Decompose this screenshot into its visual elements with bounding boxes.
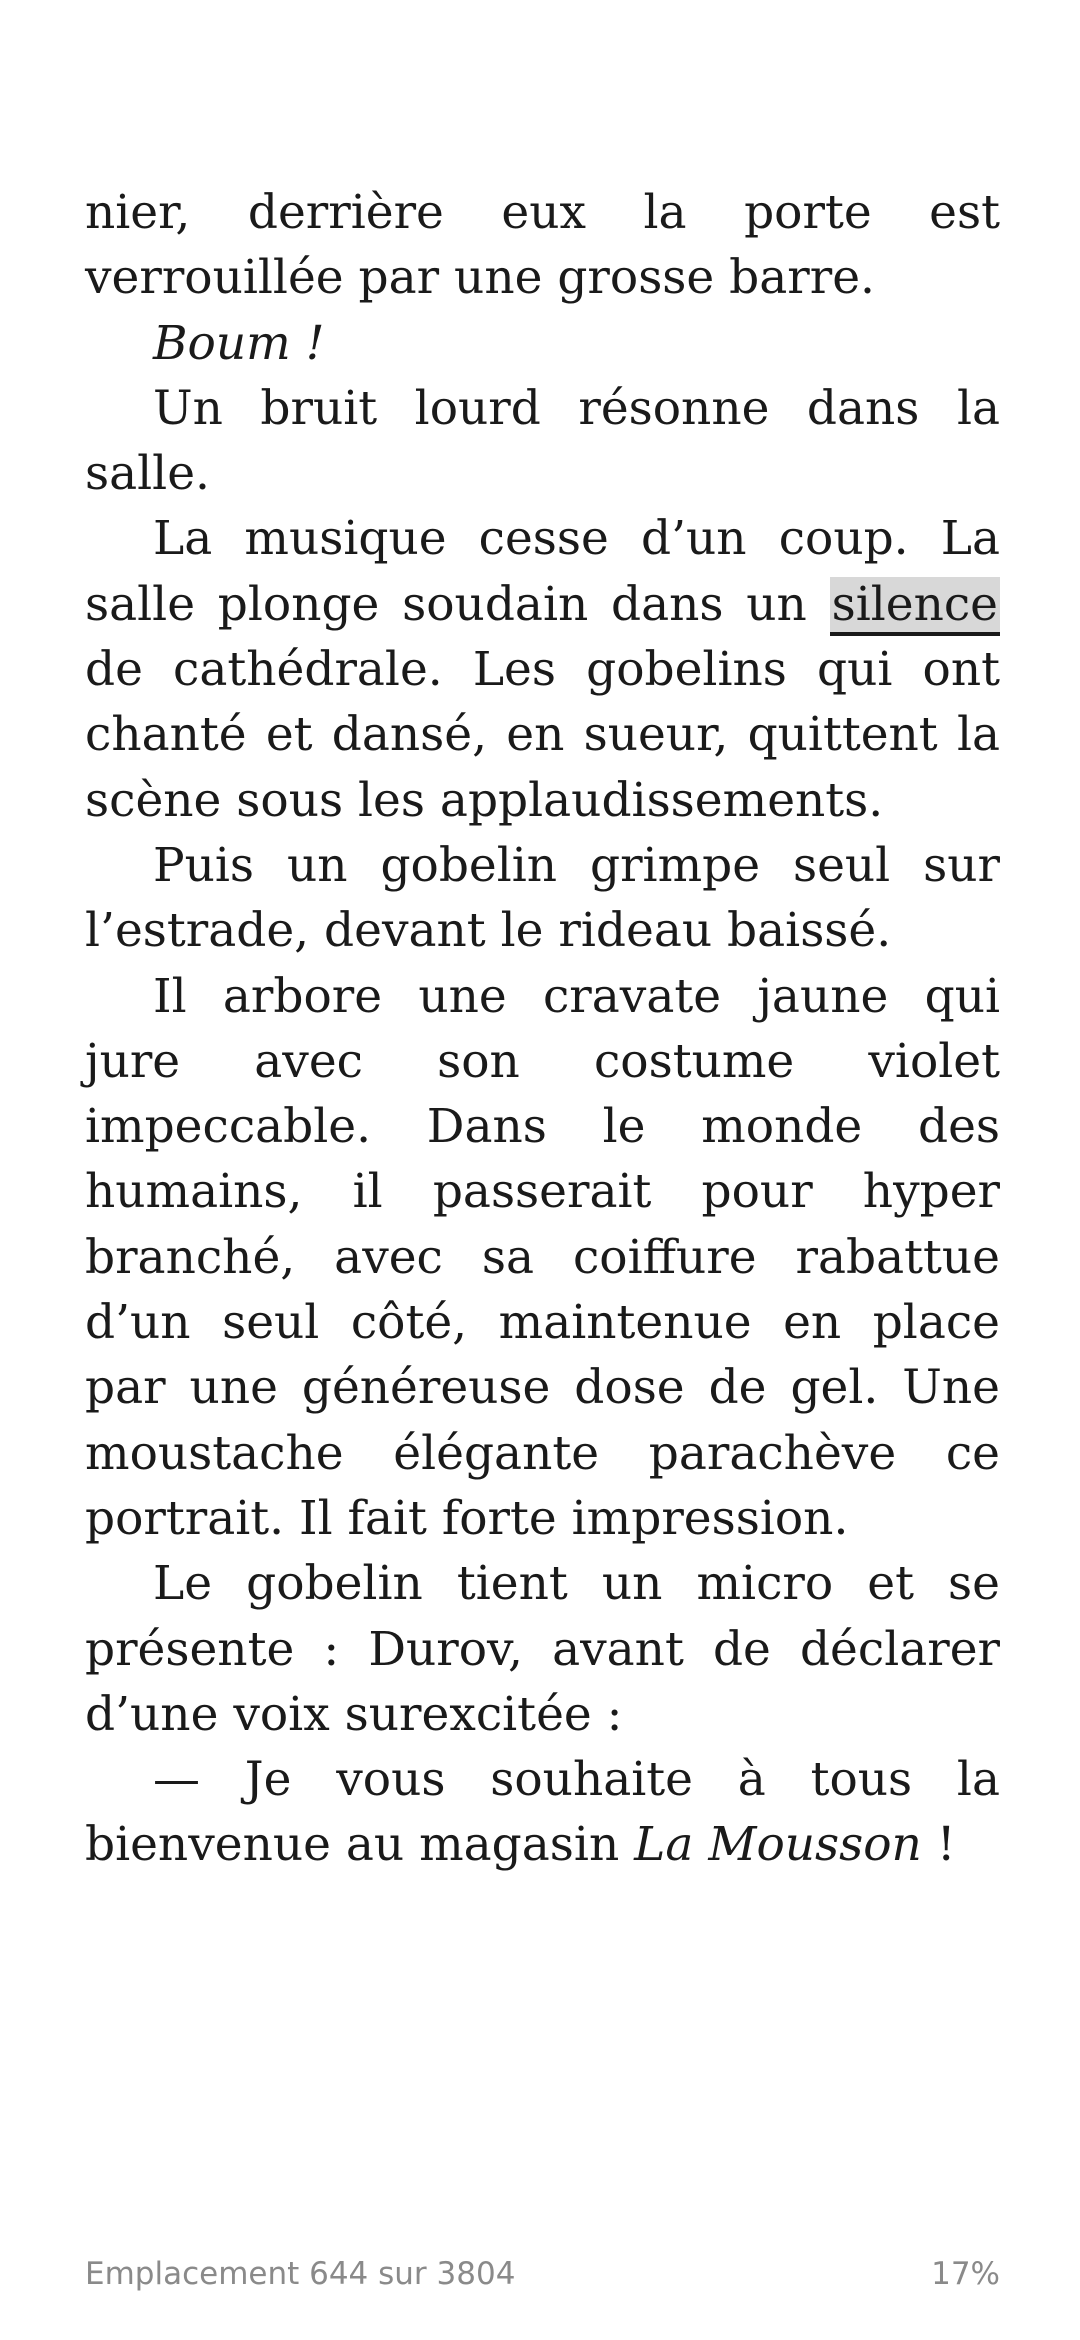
paragraph-dialogue (85, 1747, 1000, 1878)
text-span: ! (921, 1817, 956, 1873)
text-span: de cathédrale. Les gobelins qui ont chanté et dansé, en sueur, quittent la scène sous les applaudissements. (85, 642, 1000, 828)
highlighted-word[interactable]: silence (830, 577, 1000, 636)
reading-footer (85, 2254, 1000, 2294)
location-indicator[interactable]: Emplacement 644 sur 3804 (85, 2256, 516, 2292)
text-span: — Je vous souhaite à tous la bienvenue au magasin (85, 1752, 1000, 1873)
paragraph: Un bruit lourd résonne dans la salle. (85, 380, 1000, 502)
paragraph-continued: nier, derrière eux la porte est verrouillée par une grosse barre. (85, 185, 1000, 306)
store-name: La Mousson (634, 1817, 922, 1873)
paragraph: Le gobelin tient un micro et se présente : Durov, avant de déclarer d’une voix surexcitée : (85, 1556, 1000, 1742)
paragraph: Puis un gobelin grimpe seul sur l’estrade, devant le rideau baissé. (85, 837, 1000, 959)
paragraph-exclamation: Boum ! (153, 315, 325, 371)
paragraph: Il arbore une cravate jaune qui jure avec son costume violet impeccable. Dans le monde des humains, il passerait pour hyper branché, avec sa coiffure rabattue d’un seul côté, maintenue en place par une généreuse dose de gel. Une moustache élégante parachève ce portrait. Il fait forte impression. (85, 968, 1000, 1546)
progress-percent: 17% (931, 2256, 1000, 2292)
text-span: La musique cesse d’un coup. La salle plonge soudain dans un (85, 511, 1000, 632)
book-text (85, 180, 1000, 1878)
paragraph (85, 506, 1000, 832)
